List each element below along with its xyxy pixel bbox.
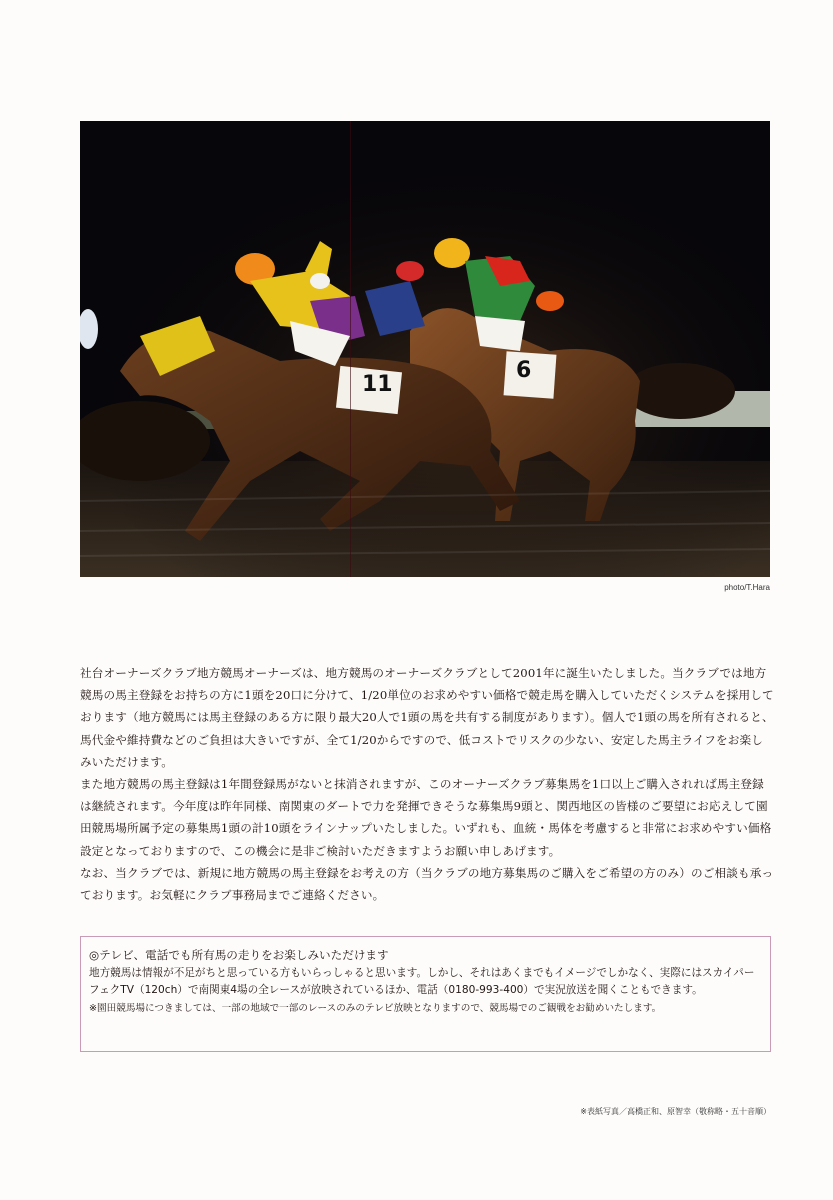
saddle-number-11: 11 <box>362 372 393 397</box>
notice-text: 地方競馬は情報が不足がちと思っている方もいらっしゃると思います。しかし、それはあくまでもイメージでしかなく、実際にはスカイパーフェクTV（120ch）で南関東4場の全レースが放映されているほか、電話（0180-993-400）で実況放送を聞くこともできます。 <box>89 967 755 996</box>
intro-paragraph-2: また地方競馬の馬主登録は1年間登録馬がないと抹消されますが、このオーナーズクラブ募集馬を1口以上ご購入されれば馬主登録は継続されます。今年度は昨年同様、南関東のダートで力を発揮できそうな募集馬9頭と、関西地区の皆様のご要望にお応えして園田競馬場所属予定の募集馬1頭の計10頭をラインナップいたしました。いずれも、血統・馬体を考慮すると非常にお求めやすい価格設定となっておりますので、この機会に是非ご検討いただきますようお願い申しあげます。 <box>80 777 772 858</box>
horse-racing-photo-art <box>80 121 770 577</box>
intro-paragraph-3: なお、当クラブでは、新規に地方競馬の馬主登録をお考えの方（当クラブの地方募集馬のご購入をご希望の方のみ）のご相談も承っております。お気軽にクラブ事務局までご連絡ください。 <box>80 865 774 903</box>
intro-paragraph-1: 社台オーナーズクラブ地方競馬オーナーズは、地方競馬のオーナーズクラブとして2001年に誕生いたしました。当クラブでは地方競馬の馬主登録をお持ちの方に1頭を20口に分けて、1/20単位のお求めやすい価格で競走馬を購入していただくシステムを採用しております（地方競馬には馬主登録のある方に限り最大20人で1頭の馬を共有する制度があります）。個人で1頭の馬を所有されると、馬代金や維持費などのご負担は大きいですが、全て1/20からですので、低コストでリスクの少ない、安定した馬主ライフをお楽しみいただけます。 <box>80 666 774 769</box>
saddle-number-6: 6 <box>516 358 532 383</box>
cover-photo-credit: ※表紙写真／高橋正和、原智幸（敬称略・五十音順） <box>580 1107 771 1116</box>
notice-title: ◎テレビ、電話でも所有馬の走りをお楽しみいただけます <box>89 948 389 962</box>
notice-note: ※園田競馬場につきましては、一部の地域で一部のレースのみのテレビ放映となりますので、競馬場でのご観戦をお勧めいたします。 <box>89 1003 662 1014</box>
intro-text <box>80 662 774 906</box>
photo-credit: photo/T.Hara <box>724 583 770 592</box>
horse-racing-photo <box>80 121 770 577</box>
tv-phone-notice-box <box>80 936 771 1052</box>
